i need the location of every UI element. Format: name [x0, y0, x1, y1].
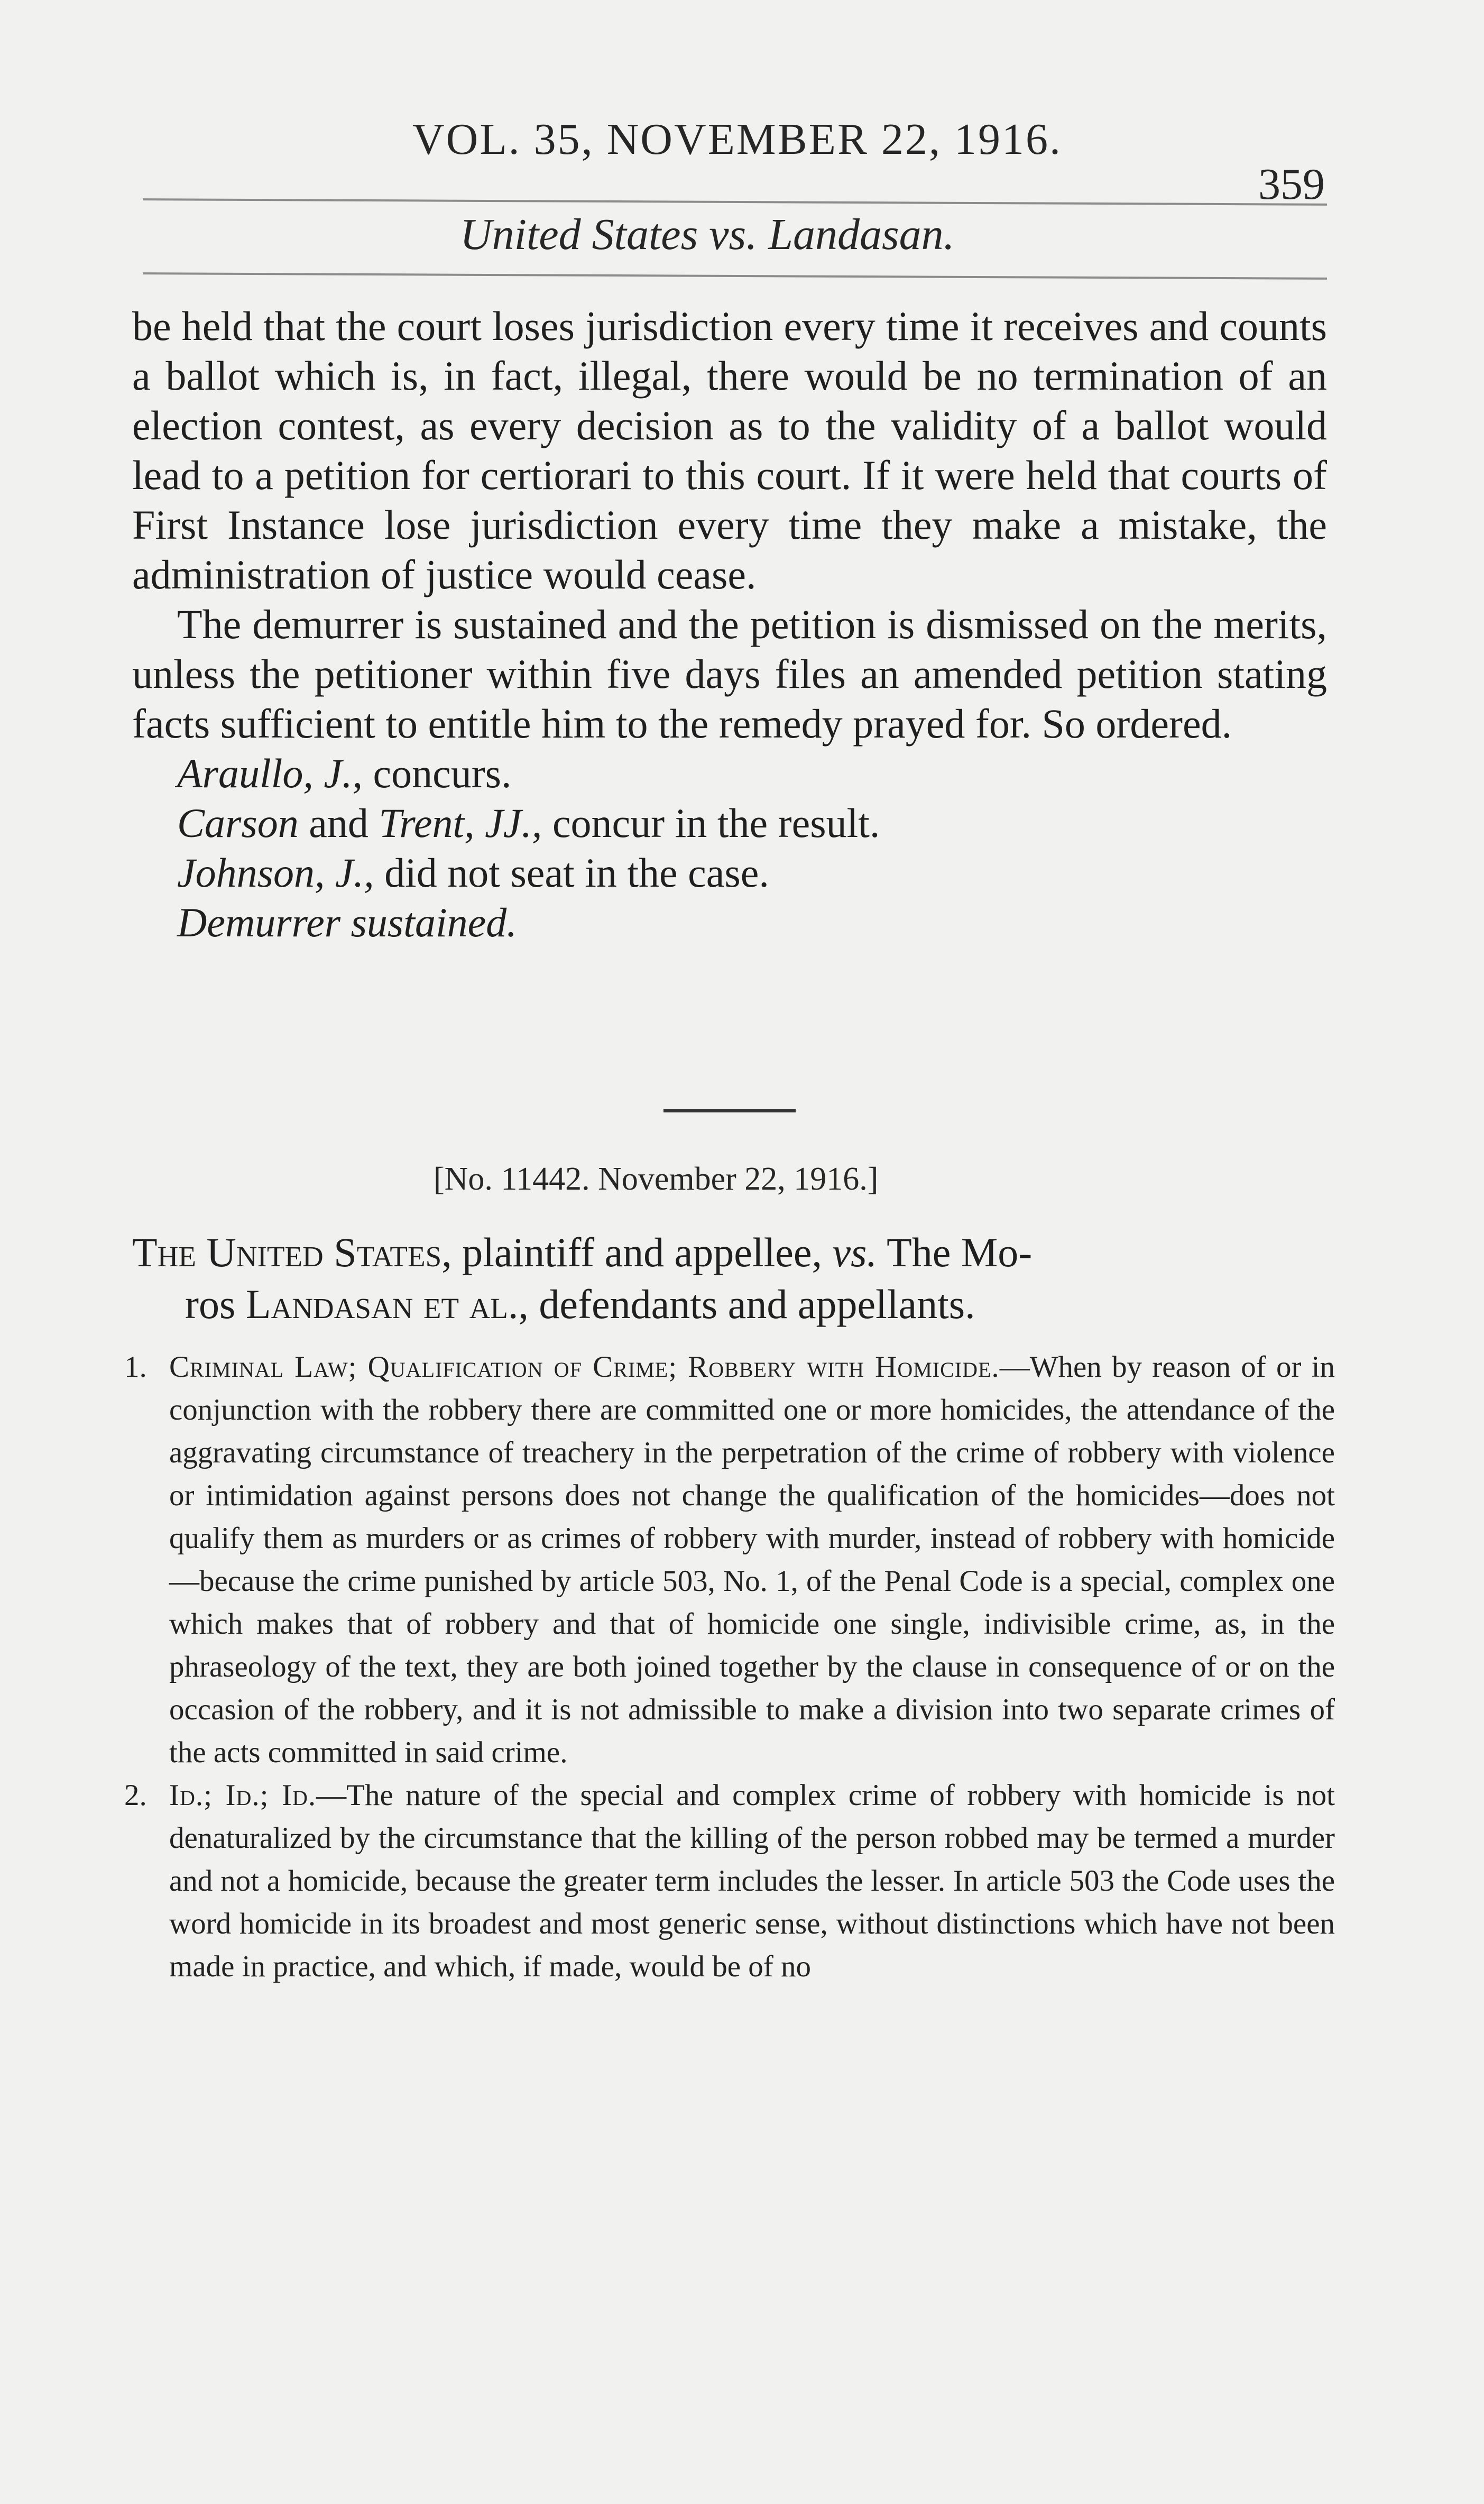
syllabus: [124, 1346, 1335, 1988]
syllabus-item: [124, 1774, 1335, 1988]
plaintiff-name: The United States: [132, 1229, 442, 1275]
syllabus-number: 2.: [124, 1779, 147, 1812]
justice-name: Trent, JJ.,: [379, 800, 542, 846]
plaintiff-role: , plaintiff and appellee,: [441, 1229, 833, 1275]
docket-line: [No. 11442. November 22, 1916.]: [434, 1161, 879, 1197]
syllabus-heading: Criminal Law; Qualification of Crime; Robbery with Homicide.: [169, 1350, 1000, 1384]
header-rule-bottom: [143, 272, 1327, 280]
parties-line: [132, 1227, 1327, 1278]
opinion-body: [132, 301, 1327, 947]
conjunction-text: and: [298, 800, 379, 846]
defendant-prefix: The Mo-: [877, 1229, 1033, 1275]
page-number: 359: [1258, 160, 1325, 209]
concurrence-text: concurs.: [362, 750, 512, 796]
syllabus-body: —When by reason of or in conjunction with the robbery there are committed one or more homicides, the attendance of the aggravating circumstance of treachery in the perpetration of the crime of robbery with violence or intimidation against persons does not change the qualification of the homicides—does not qualify them as murders or as crimes of robbery with murder, instead of robbery with homicide—because the crime punished by article 503, No. 1, of the Penal Code is a special, complex one which makes that of robbery and that of homicide one single, indivisible crime, as, in the phraseology of the text, they are both joined together by the clause in consequence of or on the occasion of the robbery, and it is not admissible to make a division into two separate crimes of the acts committed in said crime.: [169, 1350, 1335, 1769]
concurrence-line: [177, 749, 1327, 798]
syllabus-text: [169, 1346, 1335, 1774]
syllabus-number: 1.: [124, 1350, 147, 1384]
opinion-paragraph: The demurrer is sustained and the petition is dismissed on the merits, unless the petitioner within five days files an amended petition stating facts sufficient to entitle him to the remedy prayed for. So ordered.: [132, 601, 1327, 747]
case-caption: United States vs. Landasan.: [460, 210, 955, 259]
concurrence-line: [177, 848, 1327, 898]
syllabus-text: [169, 1774, 1335, 1988]
opinion-paragraph: be held that the court loses jurisdiction every time it receives and counts a ballot which is, in fact, illegal, there would be no termination of an election contest, as every decision as to the validity of a ballot would lead to a petition for certiorari to this court. If it were held that courts of First Instance lose jurisdiction every time they make a mistake, the administration of justice would cease.: [132, 303, 1327, 597]
justice-name: Carson: [177, 800, 299, 846]
versus: vs.: [832, 1229, 877, 1275]
syllabus-heading: Id.; Id.; Id.: [169, 1779, 317, 1812]
justice-name: Araullo, J.,: [177, 750, 363, 796]
running-header: VOL. 35, NOVEMBER 22, 1916.: [412, 115, 1062, 164]
case-parties: [132, 1227, 1327, 1330]
parties-line: [132, 1278, 1327, 1330]
defendant-name: Landasan et al.: [245, 1281, 519, 1327]
concurrence-text: did not seat in the case.: [374, 850, 769, 896]
defendant-role: , defendants and appellants.: [518, 1281, 975, 1327]
disposition: Demurrer sustained.: [177, 899, 517, 945]
defendant-prefix: ros: [185, 1281, 246, 1327]
syllabus-body: —The nature of the special and complex crime of robbery with homicide is not denaturalized by the circumstance that the killing of the person robbed may be termed a murder and not a homicide, because the greater term includes the lesser. In article 503 the Code uses the word homicide in its broadest and most generic sense, without distinctions which have not been made in practice, and which, if made, would be of no: [169, 1779, 1335, 1983]
concurrence-text: concur in the result.: [542, 800, 880, 846]
header-rule-top: [143, 198, 1327, 206]
concurrence-line: [177, 798, 1327, 848]
section-divider: [663, 1109, 796, 1112]
syllabus-item: [124, 1346, 1335, 1774]
justice-name: Johnson, J.,: [177, 850, 374, 896]
